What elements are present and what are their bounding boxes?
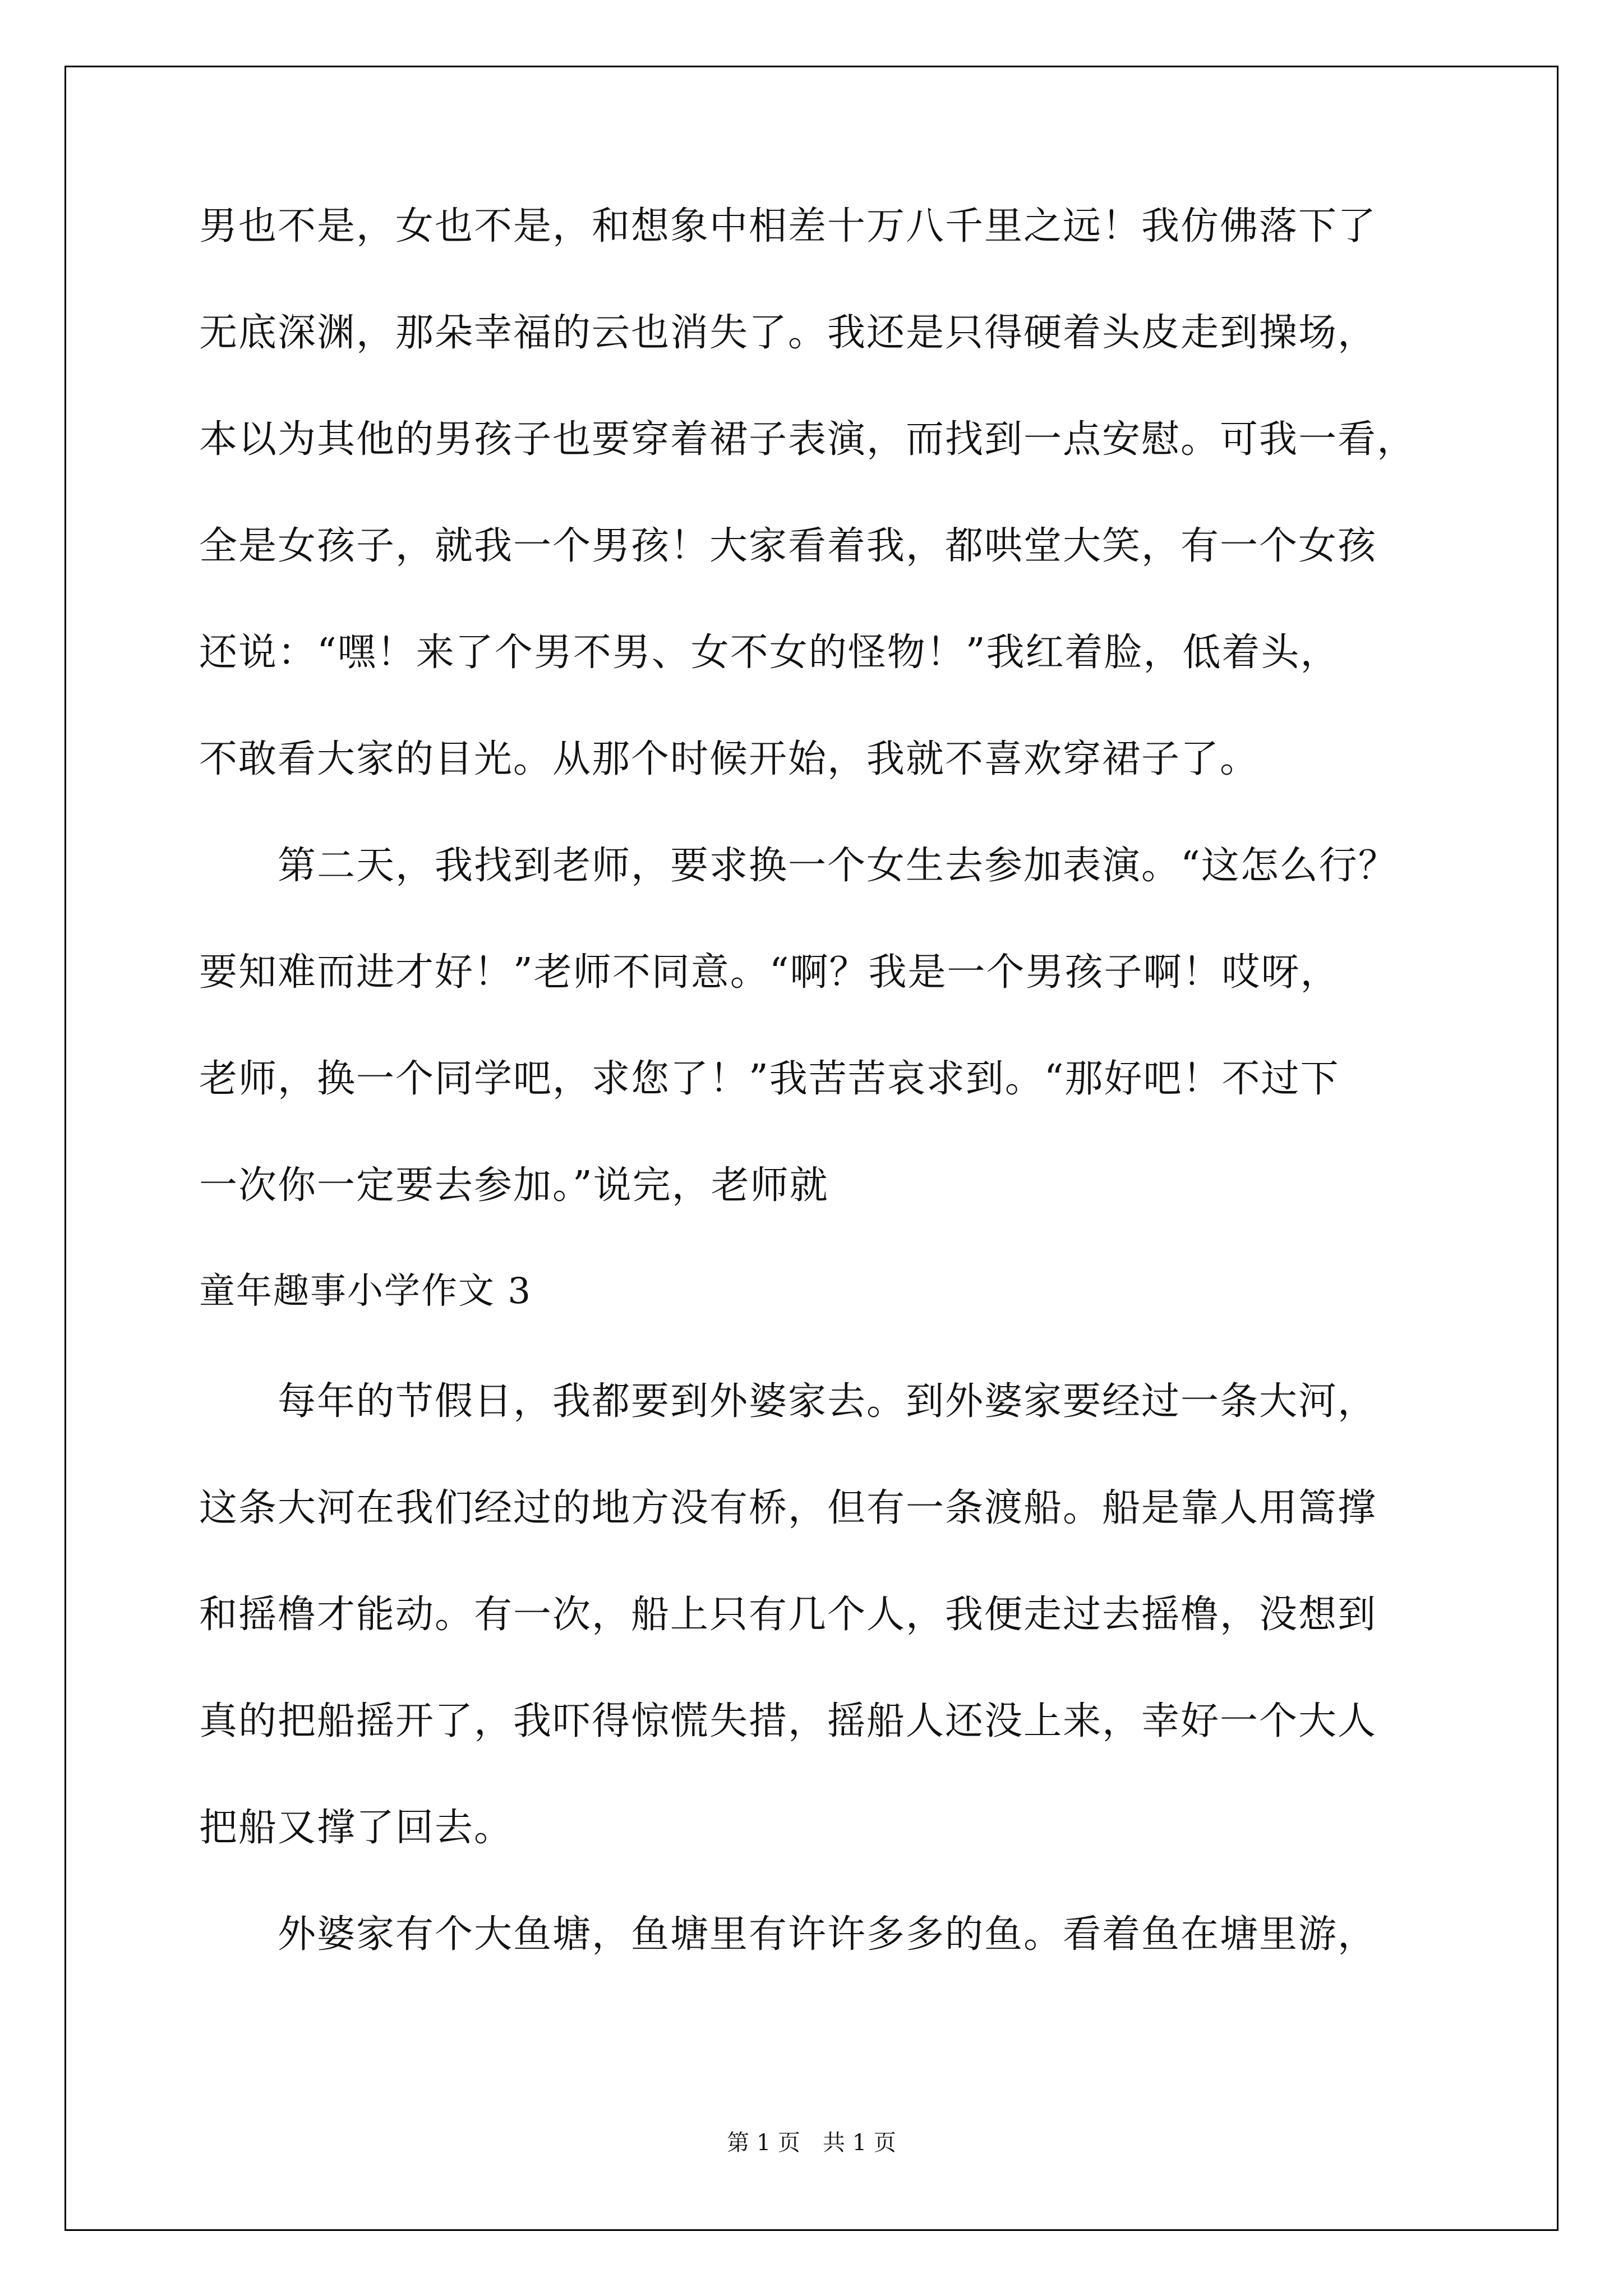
text-line: 把船又撑了回去。 <box>199 1806 514 1850</box>
page-number-footer: 第 1 页 共 1 页 <box>727 2130 896 2156</box>
text-line: 还说：“嘿！来了个男不男、女不女的怪物！”我红着脸，低着头， <box>199 631 1340 675</box>
text-line: 这条大河在我们经过的地方没有桥，但有一条渡船。船是靠人用篙撑 <box>199 1486 1377 1530</box>
text-line: 真的把船摇开了，我吓得惊慌失措，摇船人还没上来，幸好一个大人 <box>199 1699 1377 1743</box>
text-line: 老师，换一个同学吧，求您了！”我苦苦哀求到。“那好吧！不过下 <box>199 1057 1340 1101</box>
paragraph-start-line: 外婆家有个大鱼塘，鱼塘里有许许多多的鱼。看着鱼在塘里游， <box>199 1912 1377 1957</box>
paragraph-start-line: 每年的节假日，我都要到外婆家去。到外婆家要经过一条大河， <box>199 1379 1377 1424</box>
text-line: 要知难而进才好！”老师不同意。“啊？我是一个男孩子啊！哎呀， <box>199 950 1340 995</box>
paragraph-start-line: 第二天，我找到老师，要求换一个女生去参加表演。“这怎么行？ <box>199 844 1398 888</box>
text-line: 男也不是，女也不是，和想象中相差十万八千里之远！我仿佛落下了 <box>199 204 1377 249</box>
page-border <box>64 66 1559 2231</box>
text-line: 不敢看大家的目光。从那个时候开始，我就不喜欢穿裙子了。 <box>199 737 1260 781</box>
text-line: 和摇橹才能动。有一次，船上只有几个人，我便走过去摇橹，没想到 <box>199 1593 1377 1637</box>
text-line: 全是女孩子，就我一个男孩！大家看着我，都哄堂大笑，有一个女孩 <box>199 524 1377 568</box>
text-line: 本以为其他的男孩子也要穿着裙子表演，而找到一点安慰。可我一看， <box>199 417 1417 462</box>
section-heading: 童年趣事小学作文 3 <box>199 1271 532 1312</box>
text-line: 一次你一定要去参加。”说完，老师就 <box>199 1163 829 1208</box>
text-line: 无底深渊，那朵幸福的云也消失了。我还是只得硬着头皮走到操场， <box>199 311 1377 355</box>
